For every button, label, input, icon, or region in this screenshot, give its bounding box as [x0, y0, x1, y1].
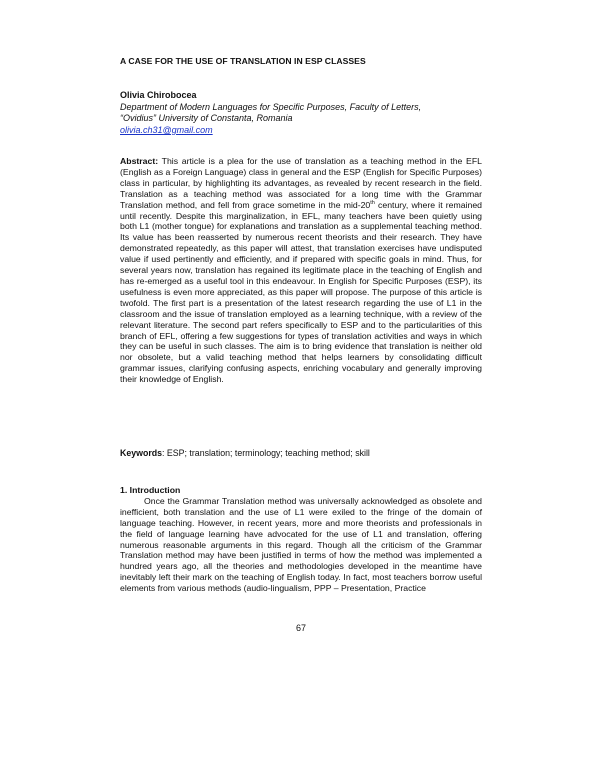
abstract-label: Abstract: — [120, 156, 159, 166]
abstract-paragraph — [120, 156, 482, 385]
paper-title: A CASE FOR THE USE OF TRANSLATION IN ESP CLASSES — [120, 56, 366, 66]
author-email-link[interactable]: olivia.ch31@gmail.com — [120, 124, 213, 135]
keywords-line — [120, 448, 482, 458]
keywords-label: Keywords — [120, 448, 163, 458]
introduction-text: Once the Grammar Translation method was universally acknowledged as obsolete and inefficient, both translation and the use of L1 were exiled to the fringe of the domain of language teaching. However, in recent years, more and more theorists and professionals in the field of language learning have advocated for the use of L1 and translation, offering numerous reasonable arguments in this regard. Though all the criticism of the Grammar Translation method may have been justified in terms of how the method was implemented a hundred years ago, all the theories and methodologies developed in the meantime have inevitably left their mark on the teaching of English today. In fact, most teachers borrow useful elements from various methods (audio-lingualism, PPP – Presentation, Practice — [120, 495, 482, 594]
author-affiliation-line2: “Ovidius” University of Constanta, Romania — [120, 113, 293, 124]
introduction-section — [120, 485, 482, 594]
abstract-text-part1: This article is a plea for the use of translation as a teaching method in the EFL (English as a Foreign Language) class in general and the ESP (English for Specific Purposes) class in particular, by highlighting its advantages, as revealed by recent research in the field. Translation as a teaching method was associated for a long time with the Grammar Translation method, and fell from grace sometime in the mid-20 — [120, 156, 482, 210]
author-block — [120, 90, 482, 136]
author-affiliation-line1: Department of Modern Languages for Specific Purposes, Faculty of Letters, — [120, 101, 422, 112]
introduction-paragraph — [120, 496, 482, 594]
section-heading: 1. Introduction — [120, 485, 181, 495]
keywords-text: : ESP; translation; terminology; teaching method; skill — [162, 448, 370, 458]
page-number: 67 — [295, 623, 306, 633]
abstract-superscript: th — [370, 199, 375, 206]
abstract-text-part2: century, where it remained until recently. Despite this marginalization, in EFL, many teachers have been quietly using both L1 (mother tongue) for explanations and translation as a supplemental teaching method. Its value has been reasserted by numerous recent theorists and their research. They have demonstrated repeatedly, as this paper will attest, that translation exercises have undisputed value if used pertinently and efficiently, and if prepared with specific goals in mind. Thus, for several years now, translation has regained its legitimate place in the teaching of English and has re-emerged as a useful tool in this endeavour. In English for Specific Purposes (ESP), its usefulness is even more appreciated, as this paper will propose. The purpose of this article is twofold. The first part is a presentation of the latest research regarding the use of L1 in the classroom and the issue of translation employed as a learning technique, with a review of the relevant literature. The second part refers specifically to ESP and to the particularities of this branch of EFL, offering a few suggestions for types of translation activities and ways in which they can be useful in such classes. The aim is to bring evidence that translation is neither old nor obsolete, but a valid teaching method that helps learners by consolidating difficult grammar issues, clarifying confusing aspects, enriching vocabulary and generally improving their knowledge of English. — [120, 199, 482, 385]
author-name: Olivia Chirobocea — [120, 90, 197, 100]
